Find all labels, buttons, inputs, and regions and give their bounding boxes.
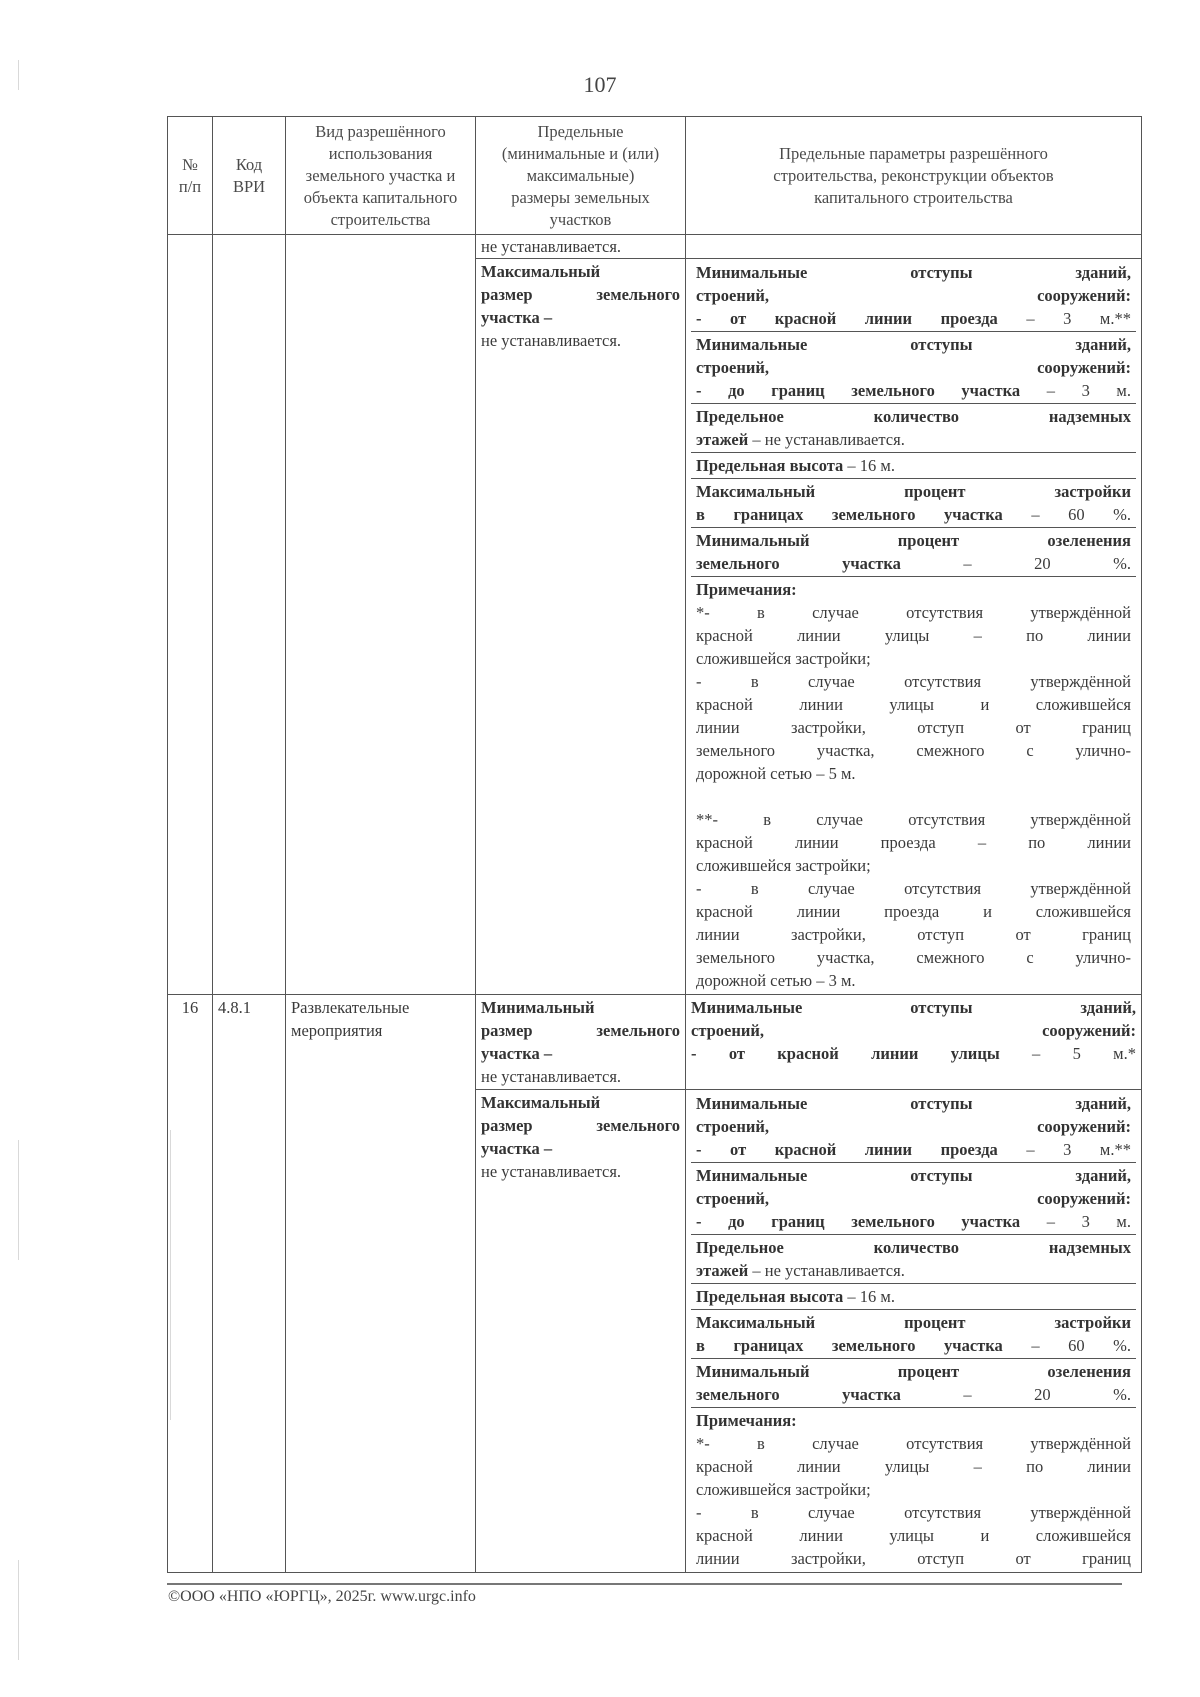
param-line: в границах земельного участка – 60 %. <box>696 1336 1131 1355</box>
cell-min-size: Минимальный размер земельного участка – не устанавливается. <box>476 995 686 1090</box>
header-line: земельного участка и <box>305 165 456 185</box>
param-line: строений, сооружений: <box>696 1189 1131 1208</box>
param-line: Минимальный процент озеленения <box>696 1362 1131 1381</box>
param-line: Минимальные отступы зданий, <box>691 998 1136 1017</box>
param-block <box>691 1284 1136 1310</box>
param-line: земельного участка – 20 %. <box>696 1385 1131 1404</box>
cell-empty <box>686 235 1142 259</box>
header-use-type <box>286 117 476 235</box>
header-line: строительства <box>330 209 431 229</box>
param-line: Минимальные отступы зданий, <box>696 335 1131 354</box>
param-line: Минимальные отступы зданий, <box>696 1094 1131 1113</box>
cell-build-params <box>686 1090 1142 1573</box>
param-line: - от красной линии проезда – 3 м.** <box>696 309 1131 328</box>
note-line: дорожной сетью – 5 м. <box>696 764 856 783</box>
header-line: строительства, реконструкции объектов <box>773 165 1054 185</box>
size-label-line: размер земельного <box>481 1116 680 1135</box>
cell-use-type <box>286 235 476 995</box>
note-line: красной линии улицы – по линии <box>696 1457 1131 1476</box>
cell-code: 4.8.1 <box>213 995 286 1573</box>
note-line: - в случае отсутствия утверждённой <box>696 1503 1131 1522</box>
size-label-line: участка – <box>481 308 553 327</box>
size-label-line: размер земельного <box>481 285 680 304</box>
note-line: линии застройки, отступ от границ <box>696 718 1131 737</box>
table-header-row <box>168 117 1142 235</box>
header-line: Код <box>235 154 263 174</box>
header-line: (минимальные и (или) <box>501 143 660 163</box>
size-label-line: участка – <box>481 1044 553 1063</box>
footer-divider <box>167 1583 1122 1585</box>
note-line: земельного участка, смежного с улично- <box>696 741 1131 760</box>
note-line: *- в случае отсутствия утверждённой <box>696 1434 1131 1453</box>
scan-edge-mark <box>18 1560 19 1660</box>
size-label-line: Максимальный <box>481 262 601 281</box>
note-line: земельного участка, смежного с улично- <box>696 948 1131 967</box>
param-line: Предельное количество надземных <box>696 407 1131 426</box>
note-line: **- в случае отсутствия утверждённой <box>696 810 1131 829</box>
text-line: мероприятия <box>291 1021 383 1040</box>
note-line: *- в случае отсутствия утверждённой <box>696 603 1131 622</box>
param-block <box>691 404 1136 453</box>
header-line: капитального строительства <box>814 187 1013 207</box>
table-row-16 <box>168 995 1142 1090</box>
cell-number: 16 <box>168 995 213 1573</box>
note-line: красной линии улицы и сложившейся <box>696 1526 1131 1545</box>
size-label-line: Минимальный <box>481 998 595 1017</box>
cell-max-size: Максимальный размер земельного участка – не устанавливается. <box>476 259 686 995</box>
header-line: участков <box>549 209 612 229</box>
header-line: п/п <box>178 176 202 196</box>
param-line: строений, сооружений: <box>696 1117 1131 1136</box>
param-line: этажей – не устанавливается. <box>696 430 905 449</box>
note-line: красной линии улицы – по линии <box>696 626 1131 645</box>
note-line: сложившейся застройки; <box>696 649 871 668</box>
param-line: строений, сооружений: <box>696 358 1131 377</box>
text-line: Развлекательные <box>291 998 410 1017</box>
params-list <box>691 260 1136 577</box>
header-line: Предельные <box>537 121 624 141</box>
header-line: ВРИ <box>232 176 266 196</box>
param-line: Минимальный процент озеленения <box>696 531 1131 550</box>
param-line: Минимальные отступы зданий, <box>696 263 1131 282</box>
param-block <box>691 453 1136 479</box>
notes-block: Примечания: *- в случае отсутствия утверждённой красной линии улицы – по линии сложившейся застройки; - в случае отсутствия утверждённой красной линии улицы и сложившейся линии застройки, отступ от границ <box>696 1411 1131 1568</box>
header-plot-size <box>476 117 686 235</box>
notes-block: Примечания: *- в случае отсутствия утверждённой красной линии улицы – по линии сложившейся застройки; - в случае отсутствия утверждённой красной линии улицы и сложившейся линии застройки, отступ от границ земельного участка, смежного с улично- дорожной сетью – 5 м. **- в случае отсутствия утверждённой красной линии проезда – по линии сложившейся застройки; - в случае отсутствия утверждённой красной линии проезда и сложившейся линии застройки, отступ от границ земельного участка, смежного с улично- дорожной сетью – 3 м. <box>696 580 1131 990</box>
size-label-line: размер земельного <box>481 1021 680 1040</box>
size-label-line: Максимальный <box>481 1093 601 1112</box>
param-line: - от красной линии улицы – 5 м.* <box>691 1044 1136 1063</box>
cell-code <box>213 235 286 995</box>
param-line: - от красной линии проезда – 3 м.** <box>696 1140 1131 1159</box>
param-block <box>691 528 1136 577</box>
header-line: использования <box>328 143 433 163</box>
param-block <box>691 1310 1136 1359</box>
param-block <box>691 332 1136 404</box>
param-block <box>691 1359 1136 1408</box>
note-line: - в случае отсутствия утверждённой <box>696 879 1131 898</box>
cell-build-params <box>686 259 1142 995</box>
param-line: этажей – не устанавливается. <box>696 1261 905 1280</box>
cell-size-tail: не устанавливается. <box>476 235 686 259</box>
header-line: максимальные) <box>526 165 635 185</box>
note-line: красной линии улицы и сложившейся <box>696 695 1131 714</box>
header-line: № <box>182 154 198 174</box>
param-line: Максимальный процент застройки <box>696 1313 1131 1332</box>
param-line: Предельная высота – 16 м. <box>696 1287 895 1306</box>
param-line: Предельное количество надземных <box>696 1238 1131 1257</box>
note-line: дорожной сетью – 3 м. <box>696 971 856 990</box>
cell-min-params <box>686 995 1142 1090</box>
note-line: линии застройки, отступ от границ <box>696 925 1131 944</box>
cell-number <box>168 235 213 995</box>
scan-edge-mark <box>18 1140 19 1260</box>
header-line: объекта капитального <box>303 187 458 207</box>
page-number: 107 <box>583 72 617 97</box>
param-line: в границах земельного участка – 60 %. <box>696 505 1131 524</box>
note-line: линии застройки, отступ от границ <box>696 1549 1131 1568</box>
param-line: строений, сооружений: <box>691 1021 1136 1040</box>
notes-gap <box>696 785 1131 808</box>
note-line: - в случае отсутствия утверждённой <box>696 672 1131 691</box>
note-line: красной линии проезда – по линии <box>696 833 1131 852</box>
header-code <box>213 117 286 235</box>
header-line: Предельные параметры разрешённого <box>779 143 1048 163</box>
note-line: сложившейся застройки; <box>696 856 871 875</box>
param-block <box>691 1235 1136 1284</box>
param-line: строений, сооружений: <box>696 286 1131 305</box>
param-line: Максимальный процент застройки <box>696 482 1131 501</box>
footer-copyright: ©ООО «НПО «ЮРГЦ», 2025г. www.urgc.info <box>168 1588 476 1605</box>
header-build-params <box>686 117 1142 235</box>
param-block <box>691 479 1136 528</box>
header-line: размеры земельных <box>511 187 650 207</box>
zoning-parameters-table <box>167 116 1142 1573</box>
param-block <box>691 1163 1136 1235</box>
param-line: - до границ земельного участка – 3 м. <box>696 381 1131 400</box>
note-line: красной линии проезда и сложившейся <box>696 902 1131 921</box>
note-line: сложившейся застройки; <box>696 1480 871 1499</box>
header-line: Вид разрешённого <box>315 121 446 141</box>
param-block <box>691 1091 1136 1163</box>
cell-max-size: Максимальный размер земельного участка – не устанавливается. <box>476 1090 686 1573</box>
param-block <box>691 260 1136 332</box>
params-list <box>691 1091 1136 1408</box>
param-line: Минимальные отступы зданий, <box>696 1166 1131 1185</box>
table-row-continued <box>168 235 1142 259</box>
param-line: земельного участка – 20 %. <box>696 554 1131 573</box>
cell-use-type <box>286 995 476 1573</box>
header-number <box>168 117 213 235</box>
param-line: Предельная высота – 16 м. <box>696 456 895 475</box>
param-line: - до границ земельного участка – 3 м. <box>696 1212 1131 1231</box>
size-label-line: участка – <box>481 1139 553 1158</box>
